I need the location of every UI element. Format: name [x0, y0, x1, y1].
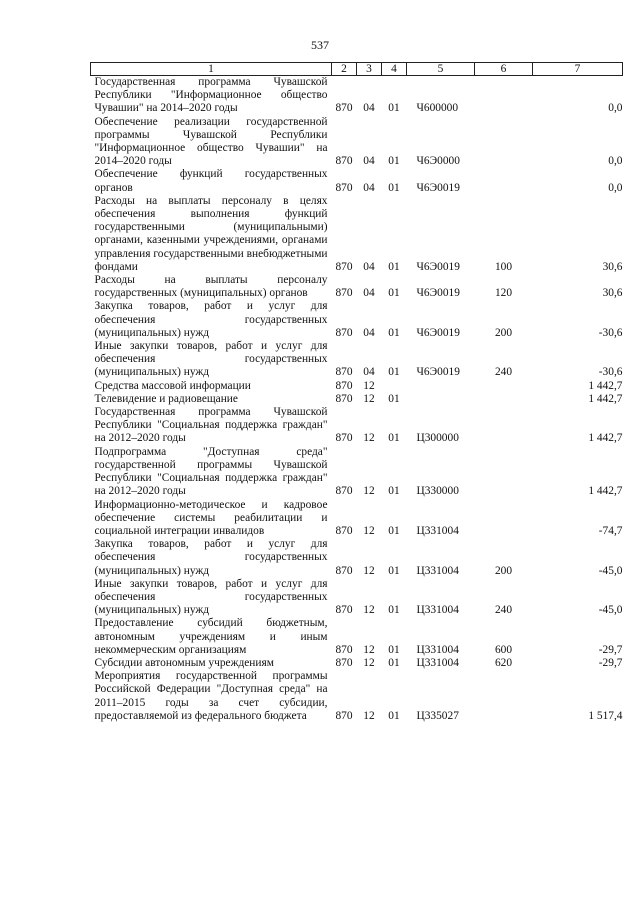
section-code: 04: [363, 326, 375, 339]
section-code: 04: [363, 155, 375, 168]
ministry-code: 870: [335, 643, 353, 656]
expense-type-code: [475, 380, 533, 393]
row-name: Расходы на выплаты персоналу в целях обеспечения выполнения функций государственными (муниципальными) органами, казенными учреждениями, органами управления государственными внебюджетными фондами: [94, 194, 328, 273]
subsection-code: 01: [388, 366, 400, 379]
section-code: 04: [363, 181, 375, 194]
expense-type-code: [475, 168, 533, 194]
table-row: [91, 670, 623, 723]
section-code: 04: [363, 366, 375, 379]
section-code: 12: [363, 524, 375, 537]
target-article-code: Ц331004: [416, 643, 459, 656]
ministry-code: 870: [335, 432, 353, 445]
subsection-code: [382, 380, 407, 393]
table-body: [91, 76, 623, 723]
amount: 1 517,4: [588, 709, 623, 722]
table-row: [91, 168, 623, 194]
section-code: 12: [363, 379, 375, 392]
row-name: Закупка товаров, работ и услуг для обеспечения государственных (муниципальных) нужд: [94, 300, 328, 339]
column-header: 1: [91, 63, 332, 76]
subsection-code: 01: [388, 656, 400, 669]
target-article-code: Ц331004: [416, 524, 459, 537]
amount: -45,0: [598, 564, 623, 577]
expense-type-code: [475, 76, 533, 116]
expense-type-code: 100: [494, 260, 513, 273]
expense-type-code: [475, 393, 533, 406]
amount: 1 442,7: [588, 432, 623, 445]
target-article-code: Ч6Э0019: [416, 181, 460, 194]
subsection-code: 01: [388, 604, 400, 617]
expense-type-code: [475, 446, 533, 499]
subsection-code: 01: [388, 564, 400, 577]
subsection-code: 01: [388, 643, 400, 656]
table-row: [91, 499, 623, 539]
table-row: [91, 617, 623, 657]
column-header: 4: [382, 63, 407, 76]
page-number: 537: [311, 38, 329, 52]
subsection-code: 01: [388, 102, 400, 115]
amount: 0,0: [608, 181, 623, 194]
target-article-code: Ц331004: [416, 564, 459, 577]
column-header: 6: [475, 63, 533, 76]
ministry-code: 870: [335, 287, 353, 300]
section-code: 12: [363, 709, 375, 722]
subsection-code: 01: [388, 392, 400, 405]
target-article-code: Ч6Э0000: [416, 155, 460, 168]
expense-type-code: [475, 499, 533, 539]
expense-type-code: 200: [494, 326, 513, 339]
subsection-code: 01: [388, 260, 400, 273]
section-code: 04: [363, 102, 375, 115]
expense-type-code: 120: [494, 287, 513, 300]
table-row: [91, 380, 623, 393]
target-article-code: Ц330000: [416, 485, 459, 498]
column-number-row: [91, 63, 623, 76]
target-article-code: Ч6Э0019: [416, 366, 460, 379]
row-name: Обеспечение реализации государственной программы Чувашской Республики "Информационное общество Чувашии" на 2014–2020 годы: [94, 115, 328, 168]
row-name: Подпрограмма "Доступная среда" государственной программы Чувашской Республики "Социальная поддержка граждан" на 2012–2020 годы: [94, 445, 328, 498]
amount: -29,7: [598, 656, 623, 669]
row-name: Информационно-методическое и кадровое обеспечение системы реабилитации и социальной интеграции инвалидов: [94, 498, 328, 537]
table-row: [91, 340, 623, 380]
column-header: 5: [407, 63, 475, 76]
subsection-code: 01: [388, 524, 400, 537]
table-row: [91, 446, 623, 499]
section-code: 04: [363, 260, 375, 273]
amount: 30,6: [602, 260, 623, 273]
row-name: Телевидение и радиовещание: [94, 392, 238, 405]
expense-type-code: 240: [494, 604, 513, 617]
expense-type-code: 200: [494, 564, 513, 577]
ministry-code: 870: [335, 181, 353, 194]
subsection-code: 01: [388, 709, 400, 722]
target-article-code: Ц331004: [416, 604, 459, 617]
row-name: Субсидии автономным учреждениям: [94, 656, 274, 669]
expense-type-code: [475, 116, 533, 169]
target-article-code: Ц331004: [416, 656, 459, 669]
amount: -29,7: [598, 643, 623, 656]
amount: 0,0: [608, 102, 623, 115]
amount: 30,6: [602, 287, 623, 300]
section-code: 12: [363, 604, 375, 617]
row-name: Расходы на выплаты персоналу государственных (муниципальных) органов: [94, 274, 328, 300]
ministry-code: 870: [335, 485, 353, 498]
table-row: [91, 538, 623, 578]
table-row: [91, 406, 623, 446]
expense-type-code: 620: [494, 656, 513, 669]
amount: 1 442,7: [588, 392, 623, 405]
section-code: 12: [363, 432, 375, 445]
ministry-code: 870: [335, 709, 353, 722]
column-header: 3: [357, 63, 382, 76]
target-article-code: Ч600000: [416, 102, 459, 115]
row-name: Средства массовой информации: [94, 379, 251, 392]
target-article-code: Ч6Э0019: [416, 326, 460, 339]
table-row: [91, 195, 623, 274]
row-name: Мероприятия государственной программы Российской Федерации "Доступная среда" на 2011–2015 годы за счет субсидии, предоставляемой из федерального бюджета: [94, 670, 328, 722]
section-code: 04: [363, 287, 375, 300]
expense-type-code: [475, 406, 533, 446]
expense-type-code: 600: [494, 643, 513, 656]
subsection-code: 01: [388, 155, 400, 168]
section-code: 12: [363, 392, 375, 405]
target-article-code: [407, 380, 475, 393]
amount: 1 442,7: [588, 485, 623, 498]
target-article-code: Ч6Э0019: [416, 287, 460, 300]
subsection-code: 01: [388, 181, 400, 194]
ministry-code: 870: [335, 564, 353, 577]
table-row: [91, 657, 623, 670]
row-name: Государственная программа Чувашской Республики "Социальная поддержка граждан" на 2012–2020 годы: [94, 406, 328, 445]
ministry-code: 870: [335, 155, 353, 168]
amount: -45,0: [598, 604, 623, 617]
section-code: 12: [363, 564, 375, 577]
column-header: 2: [332, 63, 357, 76]
subsection-code: 01: [388, 432, 400, 445]
ministry-code: 870: [335, 524, 353, 537]
ministry-code: 870: [335, 656, 353, 669]
table-row: [91, 578, 623, 618]
row-name: Закупка товаров, работ и услуг для обеспечения государственных (муниципальных) нужд: [94, 538, 328, 577]
row-name: Иные закупки товаров, работ и услуг для обеспечения государственных (муниципальных) нужд: [94, 340, 328, 379]
ministry-code: 870: [335, 604, 353, 617]
subsection-code: 01: [388, 485, 400, 498]
subsection-code: 01: [388, 287, 400, 300]
expense-type-code: 240: [494, 366, 513, 379]
subsection-code: 01: [388, 326, 400, 339]
table-row: [91, 116, 623, 169]
amount: 1 442,7: [588, 379, 623, 392]
ministry-code: 870: [335, 392, 353, 405]
row-name: Обеспечение функций государственных органов: [94, 168, 328, 194]
row-name: Иные закупки товаров, работ и услуг для обеспечения государственных (муниципальных) нужд: [94, 577, 328, 617]
target-article-code: Ц300000: [416, 432, 459, 445]
table-row: [91, 274, 623, 300]
section-code: 12: [363, 643, 375, 656]
column-header: 7: [533, 63, 623, 76]
ministry-code: 870: [335, 379, 353, 392]
section-code: 12: [363, 485, 375, 498]
row-name: Предоставление субсидий бюджетным, автономным учреждениям и иным некоммерческим организациям: [94, 617, 328, 656]
target-article-code: Ч6Э0019: [416, 260, 460, 273]
amount: -30,6: [598, 366, 623, 379]
budget-table: [90, 62, 623, 723]
section-code: 12: [363, 656, 375, 669]
amount: 0,0: [608, 155, 623, 168]
target-article-code: [407, 393, 475, 406]
amount: -30,6: [598, 326, 623, 339]
ministry-code: 870: [335, 326, 353, 339]
ministry-code: 870: [335, 366, 353, 379]
ministry-code: 870: [335, 102, 353, 115]
table-row: [91, 76, 623, 116]
ministry-code: 870: [335, 260, 353, 273]
table-row: [91, 300, 623, 340]
row-name: Государственная программа Чувашской Республики "Информационное общество Чувашии" на 2014–2020 годы: [94, 76, 328, 115]
target-article-code: Ц335027: [416, 709, 459, 722]
table-row: [91, 393, 623, 406]
expense-type-code: [475, 670, 533, 723]
amount: -74,7: [598, 524, 623, 537]
